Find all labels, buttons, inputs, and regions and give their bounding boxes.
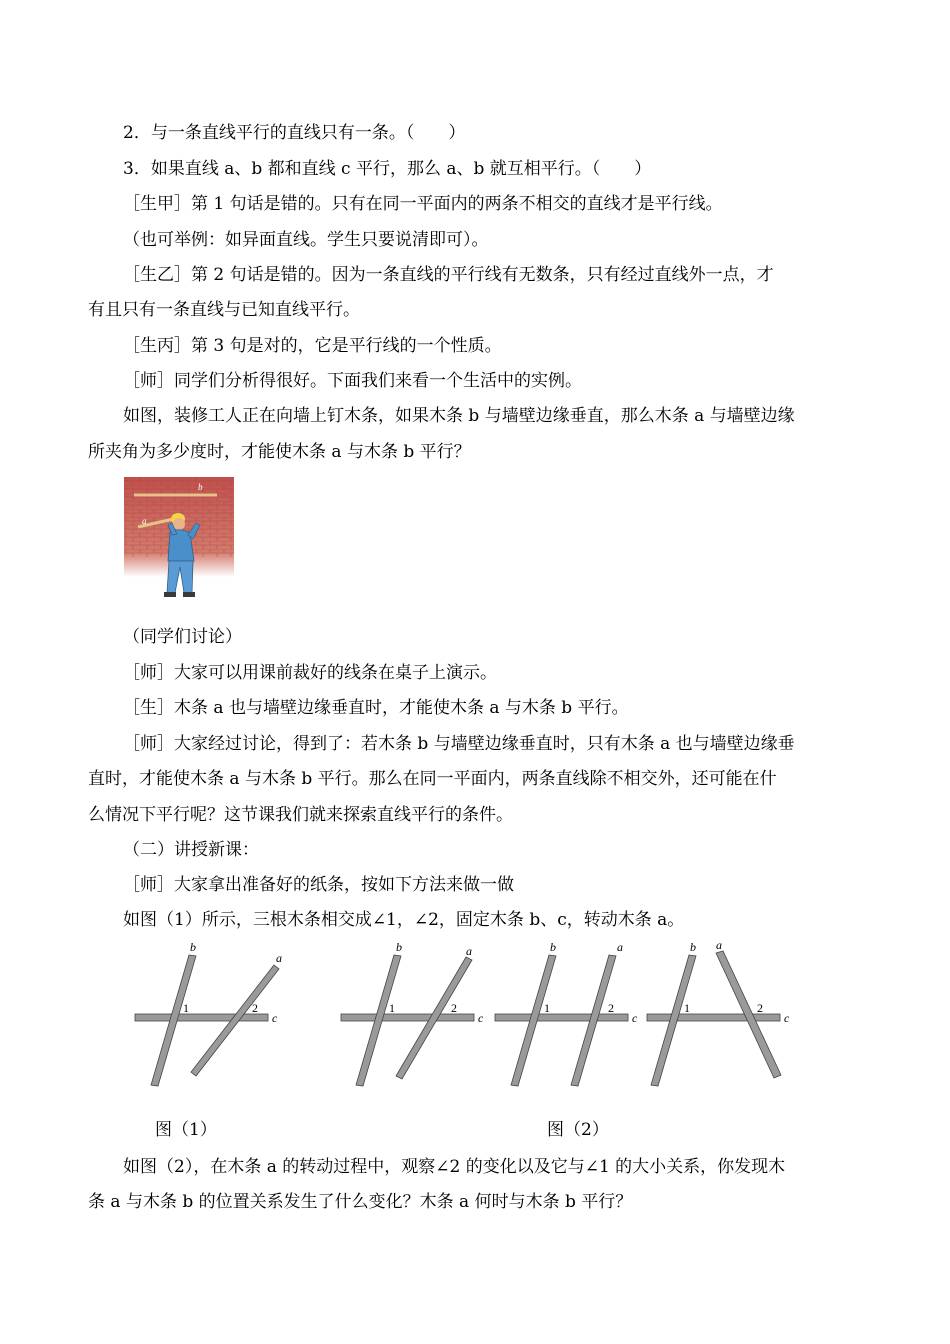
teacher-summary-3: 么情况下平行呢？这节课我们就来探索直线平行的条件。 — [88, 805, 513, 825]
question-2: 2．与一条直线平行的直线只有一条。（ ） — [123, 123, 466, 143]
fig2c-angle-2: 2 — [757, 1001, 763, 1015]
fig1-label-a: a — [276, 951, 282, 965]
caption-figure-2: 图（2） — [547, 1120, 609, 1140]
fig2a-angle-1: 1 — [389, 1001, 395, 1015]
fig1-angle-1: 1 — [183, 1001, 189, 1015]
sticks-figure — [0, 935, 950, 1105]
fig2a-label-b: b — [396, 940, 402, 954]
fig1-label-c: c — [272, 1011, 278, 1025]
fig2c-label-b: b — [690, 940, 696, 954]
teacher-remark-1: ［师］同学们分析得很好。下面我们来看一个生活中的实例。 — [123, 371, 582, 391]
worker-question-2: 所夹角为多少度时，才能使木条 a 与木条 b 平行？ — [88, 442, 471, 462]
student-a-answer: ［生甲］第 1 句话是错的。只有在同一平面内的两条不相交的直线才是平行线。 — [123, 194, 723, 214]
teacher-summary-2: 直时，才能使木条 a 与木条 b 平行。那么在同一平面内，两条直线除不相交外，还可能在什 — [88, 769, 777, 789]
stick-c-fig1 — [135, 1014, 268, 1021]
discussion-note: （同学们讨论） — [123, 627, 242, 647]
fig2b-label-a: a — [617, 940, 623, 954]
fig2b-label-c: c — [632, 1011, 638, 1025]
label-b: b — [198, 482, 203, 492]
student-b-answer-1: ［生乙］第 2 句话是错的。因为一条直线的平行线有无数条，只有经过直线外一点，才 — [123, 265, 774, 285]
question-3: 3．如果直线 a、b 都和直线 c 平行，那么 a、b 就互相平行。（ ） — [123, 159, 652, 179]
student-c-answer: ［生丙］第 3 句是对的，它是平行线的一个性质。 — [123, 336, 502, 356]
stick-c-fig2b — [495, 1014, 628, 1021]
worker-illustration — [122, 477, 237, 602]
teacher-remark-2: ［师］大家可以用课前裁好的线条在桌子上演示。 — [123, 663, 497, 683]
fig2a-label-a: a — [466, 944, 472, 958]
figure1-intro: 如图（1）所示，三根木条相交成∠1，∠2，固定木条 b、c，转动木条 a。 — [123, 910, 685, 930]
stick-c-fig2a — [341, 1014, 474, 1021]
teacher-instruction: ［师］大家拿出准备好的纸条，按如下方法来做一做 — [123, 875, 514, 895]
student-b-answer-2: 有且只有一条直线与已知直线平行。 — [88, 300, 360, 320]
fig2a-angle-2: 2 — [451, 1001, 457, 1015]
figure2-question-1: 如图（2），在木条 a 的转动过程中，观察∠2 的变化以及它与∠1 的大小关系，你发现木 — [123, 1157, 786, 1177]
fig2c-label-c: c — [784, 1011, 790, 1025]
fig1-label-b: b — [190, 940, 196, 954]
caption-figure-1: 图（1） — [155, 1120, 217, 1140]
fig1-angle-2: 2 — [252, 1001, 258, 1015]
fig2b-label-b: b — [550, 940, 556, 954]
student-answer: ［生］木条 a 也与墙壁边缘垂直时，才能使木条 a 与木条 b 平行。 — [123, 698, 629, 718]
fig2c-angle-1: 1 — [684, 1001, 690, 1015]
label-a: a — [142, 516, 147, 526]
fig2c-label-a: a — [716, 938, 722, 952]
worker-question-1: 如图，装修工人正在向墙上钉木条，如果木条 b 与墙壁边缘垂直，那么木条 a 与墙壁边缘 — [123, 406, 795, 426]
teacher-summary-1: ［师］大家经过讨论，得到了：若木条 b 与墙壁边缘垂直时，只有木条 a 也与墙壁边缘垂 — [123, 734, 795, 754]
fig2b-angle-1: 1 — [544, 1001, 550, 1015]
student-a-example: （也可举例：如异面直线。学生只要说清即可）。 — [123, 230, 489, 250]
fig2b-angle-2: 2 — [608, 1001, 614, 1015]
stick-c-fig2c — [647, 1014, 780, 1021]
section-heading: （二）讲授新课： — [123, 840, 259, 860]
fig2a-label-c: c — [478, 1011, 484, 1025]
figure2-question-2: 条 a 与木条 b 的位置关系发生了什么变化？木条 a 何时与木条 b 平行？ — [88, 1192, 633, 1212]
